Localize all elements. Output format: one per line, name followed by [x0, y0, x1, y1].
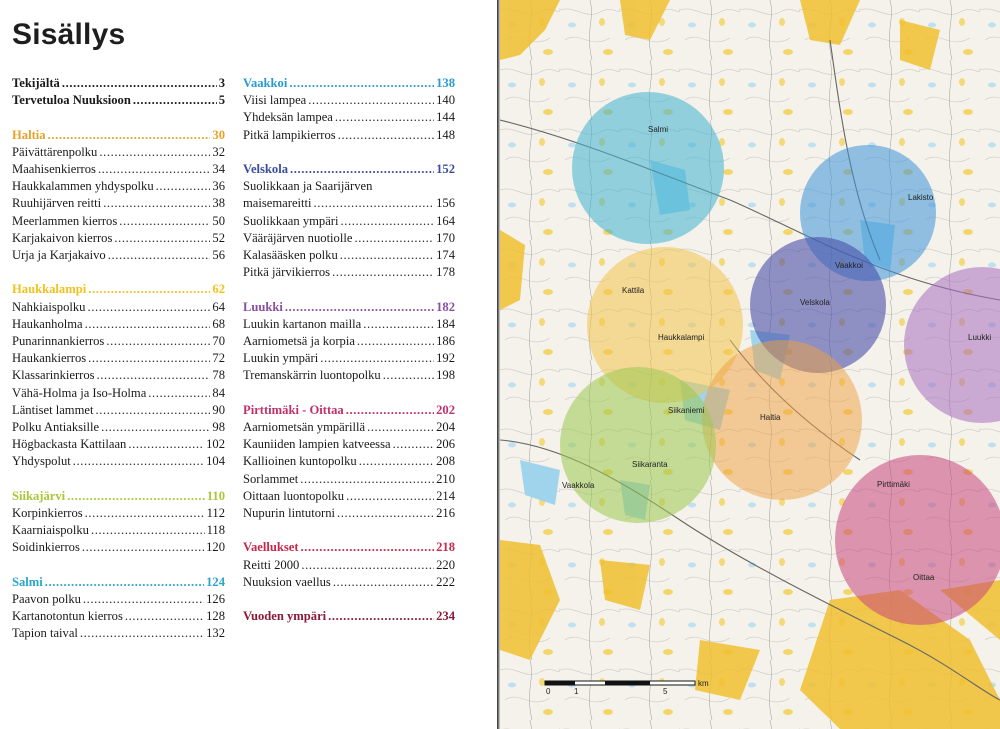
dot-leader	[99, 144, 210, 161]
toc-page-number: 98	[212, 420, 225, 435]
toc-entry-title: Haukankierros	[12, 351, 87, 366]
dot-leader	[337, 505, 434, 522]
toc-page-number: 5	[218, 93, 225, 108]
toc-entry-title: Punarinnankierros	[12, 334, 105, 349]
toc-section-heading[interactable]	[243, 539, 455, 556]
toc-spacer	[243, 522, 455, 539]
toc-page-number: 218	[436, 540, 455, 555]
dot-leader	[320, 350, 434, 367]
toc-entry-title: Läntiset lammet	[12, 402, 94, 417]
toc-entry-title: Kartanotontun kierros	[12, 609, 123, 624]
toc-entry[interactable]	[12, 230, 225, 247]
toc-entry-title: Vaakkoi	[243, 76, 288, 90]
toc-page-number: 78	[212, 368, 225, 383]
toc-entry-title: Sorlammet	[243, 471, 299, 486]
toc-entry-title: Nahkiaispolku	[12, 299, 86, 314]
toc-entry-title: Haukkalampi	[12, 282, 87, 297]
dot-leader	[308, 92, 434, 109]
toc-entry-title: Haukanholma	[12, 316, 83, 331]
toc-page-number: 186	[436, 334, 455, 349]
toc-entry-title: Pitkä järvikierros	[243, 265, 331, 280]
toc-page-number: 192	[436, 351, 455, 366]
toc-entry-title: Meerlammen kierros	[12, 213, 118, 228]
toc-entry-title: Paavon polku	[12, 592, 81, 607]
toc-entry-title: Vuoden ympäri	[243, 609, 327, 624]
toc-page-number: 138	[436, 76, 455, 90]
toc-page-number: 110	[206, 488, 225, 503]
toc-entry-title: Tervetuloa Nuuksioon	[12, 93, 131, 108]
toc-entry[interactable]	[12, 385, 225, 402]
toc-entry[interactable]	[12, 144, 225, 161]
toc-entry[interactable]	[243, 230, 455, 247]
circle-pirttimaki	[835, 455, 1000, 625]
toc-entry-title: Korpinkierros	[12, 506, 83, 521]
dot-leader	[367, 419, 434, 436]
toc-page-number: 214	[436, 488, 455, 503]
toc-page-number: 128	[206, 609, 225, 624]
toc-entry[interactable]	[243, 505, 455, 522]
toc-entry-title: Aarniometsän ympärillä	[243, 420, 366, 435]
toc-entry[interactable]	[12, 402, 225, 419]
toc-page-number: 182	[436, 299, 455, 314]
map-label-salmi: Salmi	[648, 125, 669, 134]
toc-entry[interactable]	[12, 436, 225, 453]
toc-spacer	[243, 281, 455, 298]
toc-entry-title: Högbackasta Kattilaan	[12, 437, 127, 452]
dot-leader	[335, 109, 434, 126]
dot-leader	[103, 195, 210, 212]
toc-entry-title: maisemareitti	[243, 196, 312, 211]
map-label-kattila: Kattila	[622, 286, 645, 295]
toc-entry[interactable]	[243, 557, 455, 574]
dot-leader	[332, 264, 434, 281]
toc-entry[interactable]	[12, 178, 225, 195]
toc-entry-title: Nupurin lintutorni	[243, 506, 335, 521]
toc-front-entry[interactable]	[12, 75, 225, 92]
dot-leader	[328, 608, 434, 625]
toc-entry[interactable]	[243, 436, 455, 453]
toc-page-number: 70	[212, 334, 225, 349]
toc-entry[interactable]	[243, 247, 455, 264]
toc-entry-title: Nuuksion vaellus	[243, 574, 331, 589]
dot-leader	[114, 230, 210, 247]
toc-entry-title: Kauniiden lampien katveessa	[243, 437, 391, 452]
circle-salmi	[572, 92, 724, 244]
toc-section-heading[interactable]	[243, 608, 455, 625]
toc-entry-title: Reitti 2000	[243, 557, 300, 572]
toc-section-heading[interactable]	[243, 161, 455, 178]
toc-entry[interactable]	[12, 591, 225, 608]
dot-leader	[290, 161, 434, 178]
toc-page-number: 72	[212, 351, 225, 366]
dot-leader	[340, 247, 434, 264]
toc-entry[interactable]	[243, 453, 455, 470]
map-label-velskola: Velskola	[800, 298, 830, 307]
circle-siikajarvi	[560, 367, 716, 523]
dot-leader	[91, 522, 205, 539]
map-label-vaakkoi: Vaakkoi	[835, 261, 863, 270]
toc-entry-title: Soidinkierros	[12, 540, 80, 555]
toc-entry-title: Karjakaivon kierros	[12, 230, 113, 245]
toc-page-number: 178	[436, 265, 455, 280]
dot-leader	[359, 453, 434, 470]
toc-front-entry[interactable]	[12, 92, 225, 109]
toc-entry-title: Kalasääsken polku	[243, 248, 338, 263]
toc-entry-title: Suolikkaan ja Saarijärven	[243, 179, 373, 194]
map-label-pirttimaki: Pirttimäki	[877, 480, 910, 489]
toc-section-heading[interactable]	[12, 127, 225, 144]
toc-entry[interactable]	[12, 625, 225, 642]
dot-leader	[48, 127, 211, 144]
map-label-siikaranta: Siikaranta	[632, 460, 668, 469]
dot-leader	[156, 178, 211, 195]
toc-page-number: 126	[206, 592, 225, 607]
toc-page-number: 184	[436, 316, 455, 331]
toc-entry-title: Pirttimäki - Oittaa	[243, 402, 344, 417]
toc-page-number: 132	[206, 626, 225, 641]
toc-spacer	[243, 385, 455, 402]
toc-entry[interactable]	[12, 419, 225, 436]
scale-tick-5: 5	[663, 687, 668, 696]
scale-unit: km	[698, 679, 709, 688]
toc-page-number: 56	[212, 248, 225, 263]
toc-section-heading[interactable]	[243, 402, 455, 419]
toc-entry-title: Luukin kartanon mailla	[243, 316, 362, 331]
toc-entry[interactable]	[12, 608, 225, 625]
toc-entry[interactable]	[12, 316, 225, 333]
toc-entry-title: Viisi lampea	[243, 93, 307, 108]
scale-tick-0: 0	[546, 687, 551, 696]
toc-entry-title: Ruuhijärven reitti	[12, 196, 102, 211]
toc-page-number: 3	[218, 76, 225, 90]
toc-page-number: 170	[436, 230, 455, 245]
dot-leader	[62, 75, 217, 92]
toc-section-heading[interactable]	[243, 299, 455, 316]
dot-leader	[97, 367, 211, 384]
toc-entry-title: Vähä-Holma ja Iso-Holma	[12, 385, 147, 400]
toc-entry-title: Haukkalammen yhdyspolku	[12, 179, 154, 194]
dot-leader	[85, 505, 205, 522]
toc-entry-title: Urja ja Karjakaivo	[12, 248, 106, 263]
toc-entry[interactable]	[243, 109, 455, 126]
toc-page-number: 104	[206, 454, 225, 469]
toc-page	[0, 0, 497, 729]
toc-entry-title: Polku Antiaksille	[12, 420, 100, 435]
toc-entry-title: Yhdyspolut	[12, 454, 71, 469]
toc-page-number: 148	[436, 127, 455, 142]
toc-entry-title: Velskola	[243, 162, 289, 176]
dot-leader	[45, 574, 204, 591]
dot-leader	[314, 195, 435, 212]
dot-leader	[148, 385, 210, 402]
toc-entry[interactable]	[243, 127, 455, 144]
toc-page-number: 124	[206, 574, 225, 589]
page-title: Sisällys	[12, 18, 126, 51]
toc-page-number: 234	[436, 609, 455, 624]
toc-entry[interactable]	[12, 247, 225, 264]
dot-leader	[285, 299, 434, 316]
toc-page-number: 120	[206, 540, 225, 555]
dot-leader	[82, 539, 204, 556]
toc-page-number: 216	[436, 506, 455, 521]
toc-entry-title: Vaellukset	[243, 540, 299, 555]
toc-page-number: 206	[436, 437, 455, 452]
dot-leader	[393, 436, 435, 453]
toc-entry[interactable]	[12, 213, 225, 230]
map-label-luukki: Luukki	[968, 333, 992, 342]
toc-entry[interactable]	[243, 92, 455, 109]
toc-entry[interactable]	[12, 333, 225, 350]
toc-entry[interactable]	[12, 161, 225, 178]
toc-entry-title: Luukki	[243, 299, 283, 314]
dot-leader	[88, 281, 210, 298]
dot-leader	[363, 316, 434, 333]
dot-leader	[88, 350, 210, 367]
dot-leader	[341, 213, 435, 230]
toc-page-number: 68	[212, 316, 225, 331]
toc-entry-title: Pitkä lampikierros	[243, 127, 336, 142]
dot-leader	[354, 230, 434, 247]
dot-leader	[106, 333, 210, 350]
toc-page-number: 210	[436, 471, 455, 486]
toc-entry[interactable]	[243, 264, 455, 281]
toc-spacer	[12, 471, 225, 488]
toc-page-number: 30	[212, 127, 225, 142]
dot-leader	[301, 539, 435, 556]
map-label-oittaa: Oittaa	[913, 573, 935, 582]
toc-page-number: 164	[436, 213, 455, 228]
toc-page-number: 140	[436, 93, 455, 108]
map-label-haukkalampi: Haukkalampi	[658, 333, 705, 342]
dot-leader	[289, 75, 434, 92]
toc-entry-title: Tremanskärrin luontopolku	[243, 368, 381, 383]
toc-entry-title: Tapion taival	[12, 626, 78, 641]
toc-page-number: 202	[436, 402, 455, 417]
toc-entry[interactable]	[12, 350, 225, 367]
dot-leader	[73, 453, 204, 470]
toc-page-number: 52	[212, 230, 225, 245]
toc-spacer	[12, 557, 225, 574]
dot-leader	[98, 161, 210, 178]
dot-leader	[95, 402, 210, 419]
dot-leader	[85, 316, 211, 333]
map-label-haltia: Haltia	[760, 413, 781, 422]
dot-leader	[301, 557, 434, 574]
toc-entry-title: Suolikkaan ympäri	[243, 213, 339, 228]
dot-leader	[125, 608, 204, 625]
toc-page-number: 152	[436, 162, 455, 176]
toc-entry[interactable]	[243, 419, 455, 436]
dot-leader	[346, 488, 434, 505]
dot-leader	[83, 591, 204, 608]
toc-page-number: 36	[212, 179, 225, 194]
toc-page-number: 204	[436, 420, 455, 435]
toc-page-number: 84	[212, 385, 225, 400]
toc-entry[interactable]	[243, 574, 455, 591]
toc-page-number: 112	[206, 506, 225, 521]
toc-entry-title: Kaarniaispolku	[12, 523, 89, 538]
toc-page-number: 62	[212, 282, 225, 297]
toc-page-number: 64	[212, 299, 225, 314]
toc-entry-title: Klassarinkierros	[12, 368, 95, 383]
toc-entry[interactable]	[12, 539, 225, 556]
toc-spacer	[243, 591, 455, 608]
dot-leader	[346, 402, 434, 419]
toc-entry[interactable]	[243, 488, 455, 505]
dot-leader	[101, 419, 210, 436]
toc-entry[interactable]	[12, 299, 225, 316]
toc-entry[interactable]	[243, 178, 455, 195]
toc-column-left	[12, 75, 225, 643]
toc-column-right	[243, 75, 455, 625]
scale-tick-1: 1	[574, 687, 579, 696]
toc-page-number: 118	[206, 523, 225, 538]
dot-leader	[338, 127, 434, 144]
toc-page-number: 32	[212, 144, 225, 159]
toc-entry-title: Kallioinen kuntopolku	[243, 454, 357, 469]
toc-page-number: 34	[212, 162, 225, 176]
toc-entry-title: Haltia	[12, 127, 46, 142]
toc-entry[interactable]	[243, 195, 455, 212]
toc-page-number: 102	[206, 437, 225, 452]
toc-entry-title: Vääräjärven nuotiolle	[243, 230, 353, 245]
dot-leader	[333, 574, 434, 591]
toc-entry[interactable]	[243, 350, 455, 367]
toc-section-heading[interactable]	[12, 281, 225, 298]
dot-leader	[383, 367, 434, 384]
circle-haltia	[702, 340, 862, 500]
toc-entry[interactable]	[243, 213, 455, 230]
dot-leader	[80, 625, 204, 642]
toc-section-heading[interactable]	[243, 75, 455, 92]
toc-entry-title: Luukin ympäri	[243, 351, 319, 366]
toc-page-number: 90	[212, 402, 225, 417]
toc-page-number: 222	[436, 574, 455, 589]
toc-entry[interactable]	[12, 453, 225, 470]
toc-entry[interactable]	[12, 522, 225, 539]
toc-entry[interactable]	[12, 505, 225, 522]
toc-page-number: 198	[436, 368, 455, 383]
map-label-vaakkola: Vaakkola	[562, 481, 595, 490]
map-label-lakisto: Lakisto	[908, 193, 934, 202]
toc-page-number: 156	[436, 196, 455, 211]
toc-spacer	[243, 144, 455, 161]
dot-leader	[133, 92, 217, 109]
toc-page-number: 174	[436, 248, 455, 263]
nuuksio-map	[500, 0, 1000, 729]
toc-page-number: 50	[212, 213, 225, 228]
toc-page-number: 220	[436, 557, 455, 572]
dot-leader	[128, 436, 204, 453]
toc-entry[interactable]	[243, 333, 455, 350]
toc-spacer	[12, 264, 225, 281]
toc-entry[interactable]	[12, 367, 225, 384]
toc-entry[interactable]	[243, 471, 455, 488]
toc-spacer	[12, 109, 225, 126]
toc-entry-title: Tekijältä	[12, 76, 60, 90]
toc-entry-title: Aarniometsä ja korpia	[243, 334, 355, 349]
dot-leader	[108, 247, 211, 264]
dot-leader	[300, 471, 434, 488]
toc-section-heading[interactable]	[12, 574, 225, 591]
dot-leader	[357, 333, 434, 350]
dot-leader	[119, 213, 210, 230]
toc-entry-title: Maahisenkierros	[12, 162, 96, 176]
toc-entry-title: Yhdeksän lampea	[243, 110, 333, 125]
toc-entry-title: Oittaan luontopolku	[243, 488, 345, 503]
toc-page-number: 38	[212, 196, 225, 211]
toc-page-number: 208	[436, 454, 455, 469]
toc-section-heading[interactable]	[12, 488, 225, 505]
toc-entry-title: Päivättärenpolku	[12, 144, 98, 159]
dot-leader	[67, 488, 205, 505]
toc-entry-title: Salmi	[12, 574, 43, 589]
map-label-siikaniemi: Siikaniemi	[668, 406, 705, 415]
toc-entry[interactable]	[243, 367, 455, 384]
dot-leader	[87, 299, 210, 316]
toc-entry-title: Siikajärvi	[12, 488, 66, 503]
toc-page-number: 144	[436, 110, 455, 125]
toc-entry[interactable]	[12, 195, 225, 212]
toc-entry[interactable]	[243, 316, 455, 333]
